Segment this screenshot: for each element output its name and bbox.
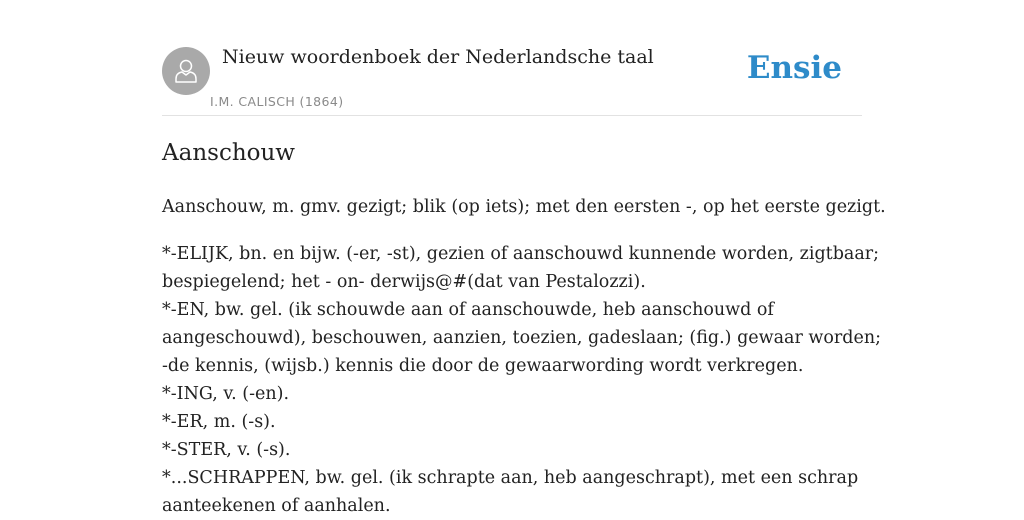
entry-line: bespiegelend; het - on- derwijs@#(dat van Pestalozzi). bbox=[162, 272, 646, 292]
entry-line: *-ING, v. (-en). bbox=[162, 384, 290, 404]
entry-line: aanteekenen of aanhalen. bbox=[162, 496, 391, 516]
entry-line: *-EN, bw. gel. (ik schouwde aan of aanschouwde, heb aanschouwd of bbox=[162, 300, 774, 320]
definition: Aanschouw, m. gmv. gezigt; blik (op iets); met den eersten -, op het eerste gezigt. bbox=[162, 197, 886, 217]
derived-entries bbox=[162, 240, 882, 520]
page bbox=[162, 0, 886, 516]
entry-line: -de kennis, (wijsb.) kennis die door de gewaarwording wordt verkregen. bbox=[162, 356, 804, 376]
book-header bbox=[162, 0, 862, 116]
entry-line: *...SCHRAPPEN, bw. gel. (ik schrapte aan, heb aangeschrapt), met een schrap bbox=[162, 468, 859, 488]
book-title[interactable]: Nieuw woordenboek der Nederlandsche taal bbox=[222, 46, 654, 68]
headword: Aanschouw bbox=[162, 140, 295, 166]
ensie-logo-link[interactable]: Ensie bbox=[746, 50, 842, 86]
author-name[interactable]: I.M. CALISCH (1864) bbox=[210, 94, 344, 109]
entry-line: aangeschouwd), beschouwen, aanzien, toezien, gadeslaan; (fig.) gewaar worden; bbox=[162, 328, 882, 348]
entry-line: *-ER, m. (-s). bbox=[162, 412, 276, 432]
entry-line: *-ELIJK, bn. en bijw. (-er, -st), gezien of aanschouwd kunnende worden, zigtbaar; bbox=[162, 244, 880, 264]
user-silhouette-icon bbox=[171, 56, 201, 86]
author-avatar[interactable] bbox=[162, 47, 210, 95]
entry-line: *-STER, v. (-s). bbox=[162, 440, 291, 460]
